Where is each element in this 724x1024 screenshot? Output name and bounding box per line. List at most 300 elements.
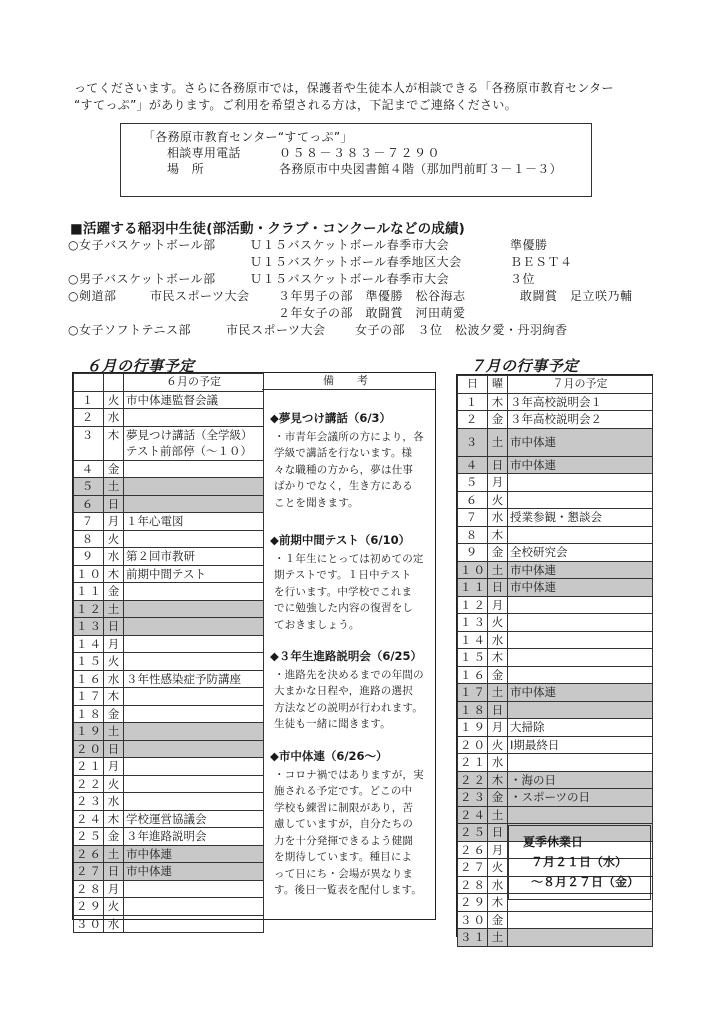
event-cell: 市中体連 [508,579,653,597]
weekday: 木 [488,649,508,667]
day-number: ２９ [74,898,104,916]
event-cell [124,530,264,548]
june-head-plan: ６月の予定 [124,374,264,392]
july-day-row [458,614,653,632]
event-cell: 市中体連 [508,428,653,456]
remark-text: ばかりでなく，生き方にある [274,480,413,492]
intro-paragraph [74,80,674,113]
june-day-row [74,460,264,478]
june-day-row [74,426,264,460]
day-number: １８ [74,705,104,723]
weekday: 月 [488,841,508,859]
weekday: 日 [104,618,124,636]
weekday: 水 [104,409,124,427]
day-number: １ [74,391,104,409]
event-cell [124,898,264,916]
achievement-event: Ｕ１５バスケットボール春季市大会 [250,238,450,252]
weekday: 日 [104,495,124,513]
june-day-row [74,548,264,566]
day-number: ３０ [74,915,104,933]
place-address: 各務原市中央図書館４階（那加門前町３－１－３） [279,162,562,176]
event-cell: 市中体連 [124,845,264,863]
remark-text: 施される予定です。どこの中 [274,785,413,797]
july-day-row [458,911,653,929]
july-title: ７月の行事予定 [470,357,579,375]
june-day-row [74,670,264,688]
event-cell: ・海の日 [508,771,653,789]
june-day-row [74,565,264,583]
remark-item [270,532,430,633]
event-cell: １年心電図 [124,513,264,531]
event-cell [124,688,264,706]
day-number: ２１ [74,758,104,776]
weekday: 火 [104,530,124,548]
event-cell [124,583,264,601]
event-text: 夢見つけ講話（全学級） [126,428,253,442]
weekday: 木 [104,688,124,706]
day-number: １７ [458,684,488,702]
weekday: 水 [104,793,124,811]
day-number: ９ [74,548,104,566]
july-day-row [458,596,653,614]
achievement-result: ＢＥＳＴ４ [510,255,573,269]
phone-label: 相談専用電話 [167,146,241,160]
remark-text: 力を十分発揮できるよう健闘 [274,834,414,847]
weekday: 木 [104,810,124,828]
event-cell: ３年高校説明会１ [508,393,653,411]
vacation-from: ７月２１日（水） [531,855,628,869]
achievement-result: 敢闘賞 足立咲乃輔 [520,289,633,303]
weekday: 金 [104,460,124,478]
weekday: 金 [488,666,508,684]
day-number: １５ [458,649,488,667]
day-number: ２２ [74,775,104,793]
event-cell [124,793,264,811]
day-number: ６ [458,491,488,509]
july-day-row [458,789,653,807]
achievement-club: ○男子バスケットボール部 [68,272,216,286]
weekday: 火 [104,775,124,793]
july-day-row [458,526,653,544]
weekday: 水 [104,670,124,688]
june-title: ６月の行事予定 [86,357,195,375]
june-day-row [74,758,264,776]
june-day-row [74,810,264,828]
day-number: ２４ [74,810,104,828]
achievement-club: ○女子バスケットボール部 [68,238,216,252]
event-cell [508,491,653,509]
weekday: 土 [104,723,124,741]
event-cell: 市中体連 [508,456,653,474]
event-cell [508,614,653,632]
event-cell: ３年進路説明会 [124,828,264,846]
event-cell: ・スポーツの日 [508,789,653,807]
july-day-row [458,561,653,579]
place-label: 場 所 [167,162,204,176]
event-cell [124,723,264,741]
weekday: 金 [488,544,508,562]
day-number: １７ [74,688,104,706]
weekday: 木 [488,393,508,411]
weekday: 月 [104,758,124,776]
june-day-row [74,793,264,811]
day-number: ２３ [458,789,488,807]
june-day-row [74,915,264,933]
event-cell [124,740,264,758]
weekday: 土 [488,561,508,579]
event-cell: ３年性感染症予防講座 [124,670,264,688]
july-day-row [458,631,653,649]
july-day-row [458,579,653,597]
weekday: 日 [488,579,508,597]
day-number: １９ [458,719,488,737]
july-day-row [458,929,653,947]
weekday: 水 [104,915,124,933]
june-day-row [74,391,264,409]
contact-place-row [143,161,591,177]
day-number: ２５ [458,824,488,842]
weekday: 火 [488,614,508,632]
day-number: ３ [458,428,488,456]
july-day-row [458,544,653,562]
june-day-row [74,740,264,758]
june-day-row [74,863,264,881]
weekday: 火 [104,391,124,409]
event-cell: 第２回市教研 [124,548,264,566]
remark-text: でに勉強した内容の復習をし [274,602,414,614]
july-day-row [458,393,653,411]
weekday: 月 [488,474,508,492]
remark-item [270,410,430,511]
day-number: １２ [458,596,488,614]
june-remarks [262,372,435,919]
weekday: 日 [488,824,508,842]
remark-text: ・市青年会議所の方により，各 [274,430,424,443]
day-number: ２１ [458,754,488,772]
remarks-header: 備 考 [262,372,435,390]
weekday: 火 [488,736,508,754]
intro-line-2: “すてっぷ”」があります。ご利用を希望される方は，下記までご連絡ください。 [74,97,517,112]
july-day-row [458,474,653,492]
day-number: ５ [458,474,488,492]
event-cell: 前期中間テスト [124,565,264,583]
weekday: 金 [104,828,124,846]
event-text: テスト前部停（～１０） [126,444,253,458]
day-number: ２６ [74,845,104,863]
weekday: 水 [104,548,124,566]
june-day-row [74,688,264,706]
weekday: 土 [488,929,508,947]
june-head-day [74,374,104,392]
weekday: 日 [104,863,124,881]
june-day-row [74,409,264,427]
day-number: １ [458,393,488,411]
july-day-row [458,806,653,824]
event-cell: 学校運営協議会 [124,810,264,828]
remark-text: 学校も練習に制限があり，苦 [274,801,414,814]
june-day-row [74,530,264,548]
june-head-weekday [104,374,124,392]
weekday: 土 [104,478,124,496]
july-day-row [458,754,653,772]
event-cell [124,600,264,618]
july-day-row [458,411,653,429]
june-day-row [74,898,264,916]
weekday: 月 [488,719,508,737]
day-number: ９ [458,544,488,562]
achievement-club: ○剣道部 [68,289,117,303]
july-day-row [458,666,653,684]
june-day-row [74,583,264,601]
remark-text: ・進路先を決めるまでの年間の [274,668,424,681]
remark-text: ておきましょう。 [274,618,360,631]
day-number: １９ [74,723,104,741]
event-cell: 全校研究会 [508,544,653,562]
day-number: １０ [74,565,104,583]
event-cell [508,596,653,614]
weekday: 月 [104,513,124,531]
day-number: ６ [74,495,104,513]
achievement-result: 準優勝 [510,238,548,252]
day-number: １１ [458,579,488,597]
day-number: １４ [74,635,104,653]
achievements-heading: ■活躍する稲羽中生徒(部活動・クラブ・コンクールなどの成績) [70,221,466,237]
weekday: 水 [488,509,508,527]
july-day-row [458,428,653,456]
day-number: １０ [458,561,488,579]
remark-item [270,748,430,899]
event-cell [508,666,653,684]
day-number: １２ [74,600,104,618]
day-number: ８ [74,530,104,548]
event-cell: ３年高校説明会２ [508,411,653,429]
weekday: 土 [488,684,508,702]
event-cell [124,915,264,933]
weekday: 水 [488,876,508,894]
summer-vacation-box [508,825,651,900]
weekday: 金 [104,583,124,601]
day-number: １６ [458,666,488,684]
event-cell [124,758,264,776]
july-day-row [458,701,653,719]
remark-title: ◆市中体連（6/26～） [270,749,388,763]
remark-text: す。後日一覧表を配付します。 [274,884,423,896]
vacation-to: ～８月２７日（金） [531,875,640,889]
phone-number: ０５８－３８３－７２９０ [279,146,442,160]
day-number: ７ [458,509,488,527]
weekday: 木 [104,565,124,583]
event-cell [124,409,264,427]
day-number: ２７ [74,863,104,881]
achievement-event: 市民スポーツ大会 [226,323,326,337]
july-day-row [458,719,653,737]
weekday: 月 [104,880,124,898]
event-cell: 市中体連 [124,863,264,881]
weekday: 水 [488,631,508,649]
remark-text: 生徒も一緒に聞きます。 [274,718,391,730]
june-calendar [73,373,264,933]
day-number: ４ [458,456,488,474]
july-head-day: 日 [458,376,488,394]
weekday: 土 [488,428,508,456]
day-number: ２０ [458,736,488,754]
remark-text: ことを聞きます。 [274,496,359,509]
event-cell [124,775,264,793]
event-cell [124,495,264,513]
event-cell [124,880,264,898]
day-number: ２４ [458,806,488,824]
day-number: １３ [458,614,488,632]
june-day-row [74,775,264,793]
day-number: ３１ [458,929,488,947]
remark-text: 方法などの説明が行われます。 [274,701,423,714]
july-day-row [458,771,653,789]
day-number: ２６ [458,841,488,859]
weekday: 火 [104,898,124,916]
event-cell [508,911,653,929]
june-day-row [74,845,264,863]
day-number: ２ [74,409,104,427]
achievement-detail: 女子の部 ３位 松波夕愛・丹羽絢香 [355,323,568,337]
july-day-row [458,649,653,667]
remark-text: ・１年生にとっては初めての定 [274,552,424,565]
event-cell [124,705,264,723]
weekday: 木 [488,894,508,912]
day-number: ２９ [458,894,488,912]
event-cell [508,474,653,492]
contact-phone-row [143,145,591,161]
weekday: 土 [104,600,124,618]
intro-line-1: ってくださいます。さらに各務原市では，保護者や生徒本人が相談できる「各務原市教育センター [74,81,614,95]
weekday: 月 [104,635,124,653]
achievement-event: 市民スポーツ大会 [150,289,250,303]
day-number: １８ [458,701,488,719]
june-day-row [74,635,264,653]
day-number: １１ [74,583,104,601]
weekday: 木 [104,426,124,460]
weekday: 金 [488,789,508,807]
july-day-row [458,684,653,702]
achievement-event: Ｕ１５バスケットボール春季市大会 [250,272,450,286]
weekday: 木 [488,771,508,789]
day-number: ２３ [74,793,104,811]
july-day-row [458,456,653,474]
weekday: 火 [104,653,124,671]
weekday: 水 [488,754,508,772]
day-number: ５ [74,478,104,496]
remark-text: を期待しています。種目によ [274,851,413,863]
day-number: ３ [74,426,104,460]
day-number: ２ [458,411,488,429]
june-day-row [74,478,264,496]
day-number: ２７ [458,859,488,877]
day-number: ２８ [458,876,488,894]
event-cell [508,631,653,649]
june-day-row [74,880,264,898]
achievement-club: ○女子ソフトテニス部 [68,323,191,337]
event-cell [124,635,264,653]
event-cell [508,701,653,719]
weekday: 月 [488,596,508,614]
contact-name: 「各務原市教育センター“すてっぷ”」 [143,130,353,144]
weekday: 火 [488,491,508,509]
weekday: 日 [488,701,508,719]
june-day-row [74,513,264,531]
achievement-event: Ｕ１５バスケットボール春季地区大会 [250,255,462,269]
event-cell [124,426,264,460]
remark-text: 々な職種の方から，夢は仕事 [274,463,414,476]
july-day-row [458,491,653,509]
weekday: 金 [488,911,508,929]
event-cell [508,754,653,772]
day-number: ７ [74,513,104,531]
remark-title: ◆夢見つけ講話（6/3） [270,411,392,425]
day-number: １５ [74,653,104,671]
remark-text: 大まかな日程や，進路の選択 [274,685,413,697]
event-cell [508,929,653,947]
day-number: ８ [458,526,488,544]
june-day-row [74,618,264,636]
day-number: ２８ [74,880,104,898]
event-cell: 授業参観・懇談会 [508,509,653,527]
event-cell [508,806,653,824]
event-cell [124,618,264,636]
day-number: ２０ [74,740,104,758]
day-number: ２５ [74,828,104,846]
remark-text: 慮していますが，自分たちの [274,818,414,830]
july-head-weekday: 曜 [488,376,508,394]
june-day-row [74,600,264,618]
day-number: １４ [458,631,488,649]
july-head-plan: ７月の予定 [508,376,653,394]
weekday: 金 [488,411,508,429]
june-day-row [74,705,264,723]
remark-text: を行います。中学校でこれま [274,585,413,598]
remark-title: ◆３年生進路説明会（6/25） [270,649,423,663]
weekday: 火 [488,859,508,877]
weekday: 土 [104,845,124,863]
day-number: １６ [74,670,104,688]
day-number: １３ [74,618,104,636]
day-number: ２２ [458,771,488,789]
july-day-row [458,509,653,527]
june-day-row [74,828,264,846]
contact-box [120,123,592,197]
day-number: ４ [74,460,104,478]
event-cell: Ⅰ期最終日 [508,736,653,754]
event-cell: 大掃除 [508,719,653,737]
event-cell [124,478,264,496]
achievement-detail: ２年女子の部 敢闘賞 河田萌愛 [278,306,466,320]
june-day-row [74,653,264,671]
event-cell [508,649,653,667]
achievement-result: ３位 [510,272,536,286]
weekday: 土 [488,806,508,824]
event-cell: 市中体連監督会議 [124,391,264,409]
day-number: ３０ [458,911,488,929]
june-day-row [74,723,264,741]
june-day-row [74,495,264,513]
event-cell: 市中体連 [508,561,653,579]
weekday: 木 [488,526,508,544]
remark-text: ・コロナ禍ではありますが，実 [274,768,424,781]
remark-text: って日にち・会場が異なりま [274,867,414,880]
event-cell [124,653,264,671]
remark-title: ◆前期中間テスト（6/10） [270,533,411,547]
event-cell [508,526,653,544]
achievement-detail: ３年男子の部 準優勝 松谷海志 [278,289,466,303]
weekday: 日 [104,740,124,758]
